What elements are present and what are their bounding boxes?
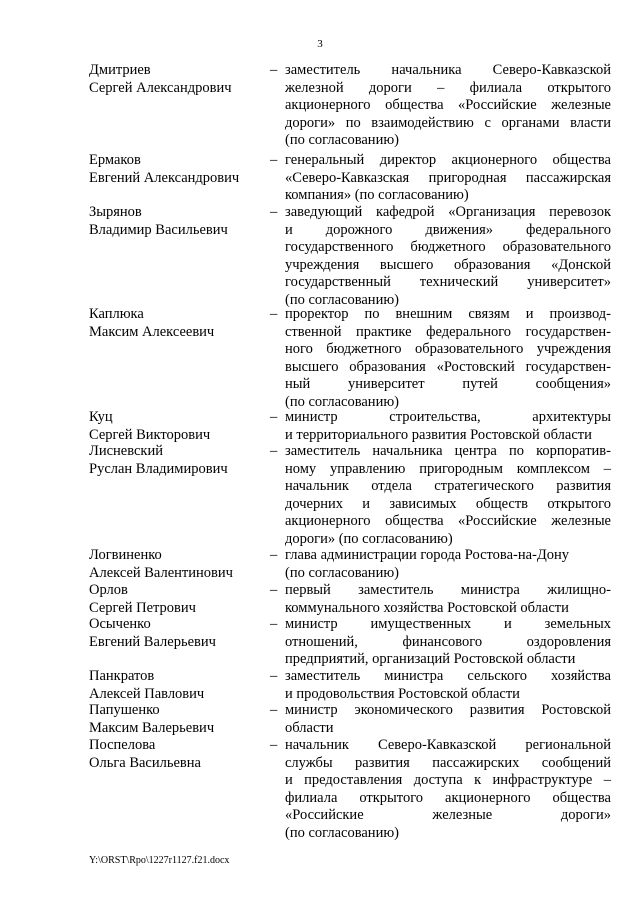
- member-given-names: Максим Алексеевич: [89, 323, 215, 340]
- member-position: [285, 306, 611, 412]
- dash-separator: –: [270, 668, 278, 684]
- position-line: дороги» по взаимодействию с органами власти: [285, 114, 611, 131]
- page-number: 3: [317, 38, 323, 50]
- member-surname: Лисневский: [89, 443, 163, 459]
- dash-separator: –: [270, 616, 278, 632]
- member-name: [89, 668, 269, 703]
- position-line: ному управлению пригородным комплексом –: [285, 460, 611, 477]
- member-name: [89, 547, 269, 582]
- member-given-names: Максим Валерьевич: [89, 719, 215, 736]
- member-position: [285, 616, 611, 669]
- position-line: заместитель министра сельского хозяйства: [285, 668, 611, 684]
- position-line: министр имущественных и земельных: [285, 616, 611, 632]
- position-line: начальник Северо-Кавказской региональной: [285, 737, 611, 753]
- position-line: государственного бюджетного образовательного: [285, 239, 611, 256]
- position-line: ный университет путей сообщения»: [285, 376, 611, 393]
- member-surname: Осыченко: [89, 616, 151, 632]
- position-line: заведующий кафедрой «Организация перевозок: [285, 204, 611, 220]
- member-surname: Ермаков: [89, 152, 141, 168]
- member-given-names: Сергей Александрович: [89, 79, 232, 96]
- member-surname: Зырянов: [89, 204, 142, 220]
- dash-separator: –: [270, 409, 278, 425]
- position-line: «Российские железные дороги»: [285, 807, 611, 824]
- position-line: государственный технический университет»: [285, 274, 611, 291]
- member-surname: Папушенко: [89, 702, 160, 718]
- member-given-names: Евгений Александрович: [89, 169, 240, 186]
- position-line: заместитель начальника центра по корпоратив-: [285, 443, 611, 459]
- position-line: (по согласованию): [285, 291, 399, 308]
- position-line: предприятий, организаций Ростовской области: [285, 651, 576, 668]
- position-line: заместитель начальника Северо-Кавказской: [285, 62, 611, 78]
- dash-separator: –: [270, 62, 278, 78]
- member-given-names: Евгений Валерьевич: [89, 633, 216, 650]
- position-line: проректор по внешним связям и производ-: [285, 306, 611, 322]
- member-position: [285, 668, 611, 703]
- member-name: [89, 62, 269, 97]
- position-line: (по согласованию): [285, 132, 399, 149]
- position-line: министр строительства, архитектуры: [285, 409, 611, 425]
- dash-separator: –: [270, 582, 278, 598]
- member-name: [89, 409, 269, 444]
- position-line: отношений, финансового оздоровления: [285, 633, 611, 650]
- position-line: дочерних и зависимых обществ открытого: [285, 495, 611, 512]
- member-position: [285, 204, 611, 310]
- position-line: «Северо-Кавказская пригородная пассажирская: [285, 169, 611, 186]
- position-line: и предоставления доступа к инфраструктуре –: [285, 772, 611, 789]
- member-given-names: Владимир Васильевич: [89, 221, 228, 238]
- position-line: железной дороги – филиала открытого: [285, 79, 611, 96]
- member-position: [285, 582, 611, 617]
- member-given-names: Руслан Владимирович: [89, 460, 228, 477]
- position-line: дороги» (по согласованию): [285, 530, 453, 547]
- position-line: учреждения высшего образования «Донской: [285, 256, 611, 273]
- member-name: [89, 582, 269, 617]
- member-surname: Поспелова: [89, 737, 156, 753]
- dash-separator: –: [270, 204, 278, 220]
- member-name: [89, 616, 269, 651]
- member-name: [89, 737, 269, 772]
- member-position: [285, 737, 611, 843]
- file-path-footer: Y:\ORST\Rpo\1227r1127.f21.docx: [89, 855, 230, 866]
- position-line: ного бюджетного образовательного учреждения: [285, 341, 611, 358]
- dash-separator: –: [270, 443, 278, 459]
- member-position: [285, 702, 611, 737]
- member-given-names: Алексей Павлович: [89, 685, 205, 702]
- position-line: первый заместитель министра жилищно-: [285, 582, 611, 598]
- member-given-names: Сергей Викторович: [89, 426, 211, 443]
- position-line: (по согласованию): [285, 824, 399, 841]
- position-line: генеральный директор акционерного общества: [285, 152, 611, 168]
- position-line: компания» (по согласованию): [285, 187, 469, 204]
- position-line: начальник отдела стратегического развития: [285, 478, 611, 495]
- position-line: акционерного общества «Российские железные: [285, 97, 611, 114]
- position-line: и продовольствия Ростовской области: [285, 685, 520, 702]
- member-surname: Каплюка: [89, 306, 144, 322]
- position-line: высшего образования «Ростовский государствен-: [285, 358, 611, 375]
- position-line: службы развития пассажирских сообщений: [285, 754, 611, 771]
- member-surname: Дмитриев: [89, 62, 151, 78]
- position-line: акционерного общества «Российские железные: [285, 513, 611, 530]
- position-line: и территориального развития Ростовской области: [285, 426, 592, 443]
- member-name: [89, 204, 269, 239]
- member-name: [89, 152, 269, 187]
- position-line: области: [285, 719, 334, 736]
- dash-separator: –: [270, 547, 278, 563]
- position-line: глава администрации города Ростова-на-Дону: [285, 547, 570, 563]
- position-line: (по согласованию): [285, 564, 399, 581]
- member-surname: Логвиненко: [89, 547, 162, 563]
- position-line: ственной практике федерального государствен-: [285, 323, 611, 340]
- member-name: [89, 443, 269, 478]
- dash-separator: –: [270, 306, 278, 322]
- member-position: [285, 547, 611, 582]
- member-surname: Куц: [89, 409, 113, 425]
- position-line: и дорожного движения» федерального: [285, 221, 611, 238]
- dash-separator: –: [270, 152, 278, 168]
- position-line: коммунального хозяйства Ростовской области: [285, 599, 569, 616]
- member-position: [285, 443, 611, 549]
- member-position: [285, 409, 611, 444]
- member-given-names: Сергей Петрович: [89, 599, 196, 616]
- member-given-names: Ольга Васильевна: [89, 754, 201, 771]
- member-position: [285, 62, 611, 150]
- position-line: филиала открытого акционерного общества: [285, 789, 611, 806]
- dash-separator: –: [270, 702, 278, 718]
- member-surname: Орлов: [89, 582, 128, 598]
- position-line: министр экономического развития Ростовской: [285, 702, 611, 718]
- member-given-names: Алексей Валентинович: [89, 564, 233, 581]
- member-surname: Панкратов: [89, 668, 155, 684]
- position-line: (по согласованию): [285, 393, 399, 410]
- dash-separator: –: [270, 737, 278, 753]
- member-position: [285, 152, 611, 205]
- member-name: [89, 702, 269, 737]
- member-name: [89, 306, 269, 341]
